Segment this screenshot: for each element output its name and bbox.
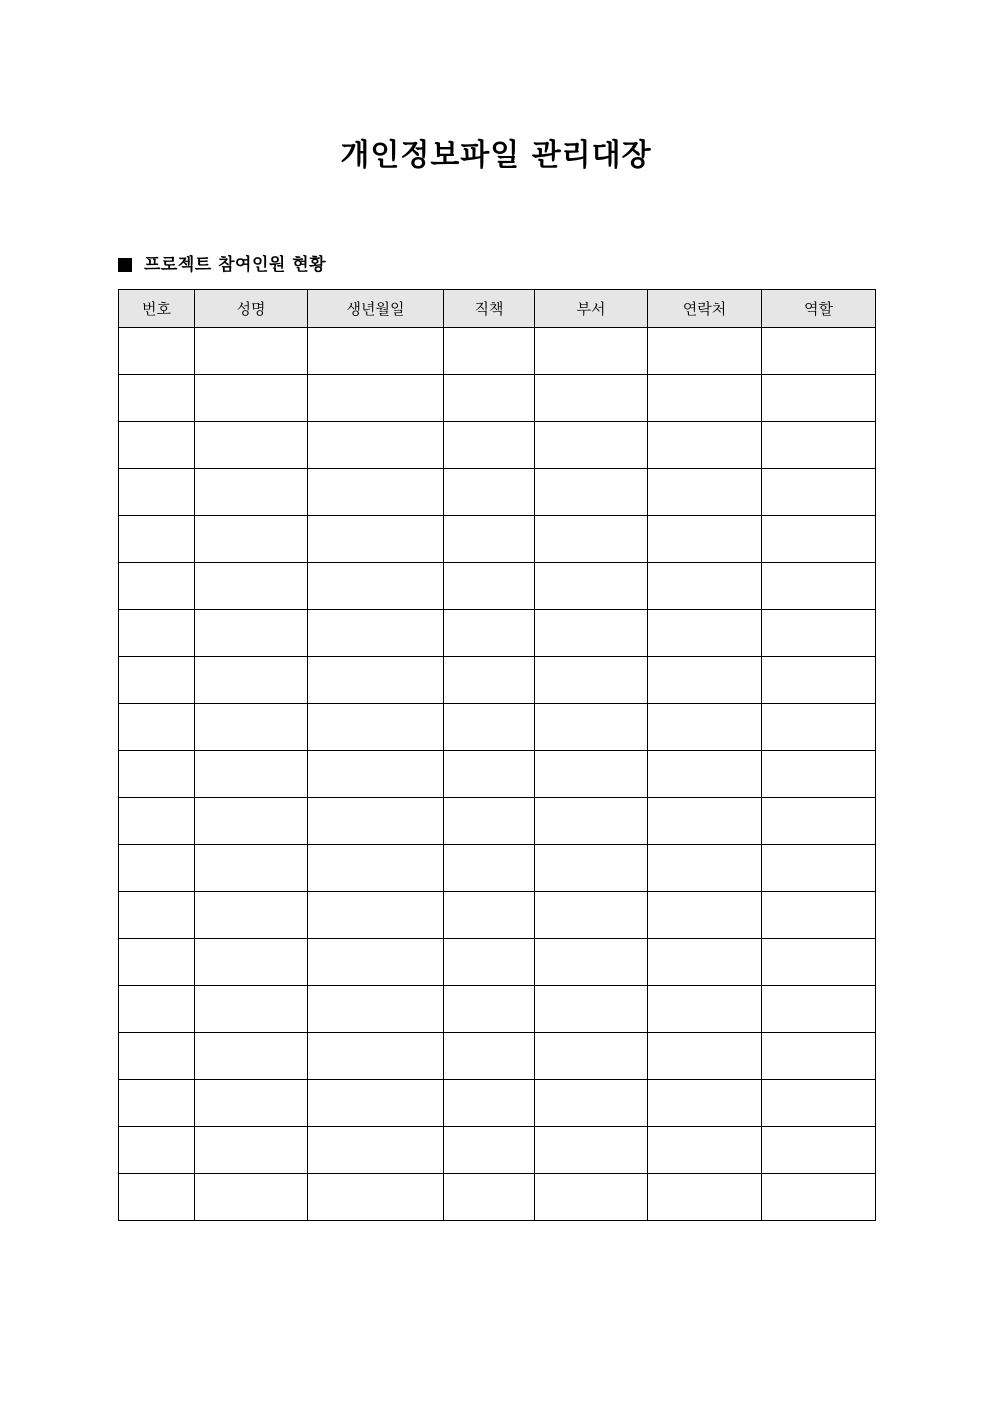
cell-birthdate[interactable] [308, 516, 444, 563]
cell-department[interactable] [535, 939, 648, 986]
cell-position[interactable] [444, 939, 535, 986]
cell-name[interactable] [195, 751, 308, 798]
cell-role[interactable] [762, 516, 876, 563]
cell-birthdate[interactable] [308, 704, 444, 751]
cell-number[interactable] [119, 845, 195, 892]
cell-role[interactable] [762, 798, 876, 845]
section-heading-label: 프로젝트 참여인원 현황 [144, 255, 327, 275]
cell-role[interactable] [762, 751, 876, 798]
cell-number[interactable] [119, 939, 195, 986]
cell-number[interactable] [119, 610, 195, 657]
cell-number[interactable] [119, 704, 195, 751]
cell-number[interactable] [119, 751, 195, 798]
cell-birthdate[interactable] [308, 657, 444, 704]
cell-department[interactable] [535, 1174, 648, 1221]
cell-name[interactable] [195, 563, 308, 610]
cell-role[interactable] [762, 939, 876, 986]
cell-birthdate[interactable] [308, 986, 444, 1033]
table-row [119, 704, 876, 751]
table-row [119, 422, 876, 469]
cell-birthdate[interactable] [308, 1127, 444, 1174]
cell-position[interactable] [444, 704, 535, 751]
cell-role[interactable] [762, 1174, 876, 1221]
cell-name[interactable] [195, 939, 308, 986]
cell-number[interactable] [119, 328, 195, 375]
cell-name[interactable] [195, 1033, 308, 1080]
cell-birthdate[interactable] [308, 892, 444, 939]
cell-contact[interactable] [648, 1080, 762, 1127]
cell-department[interactable] [535, 516, 648, 563]
table-row [119, 939, 876, 986]
cell-contact[interactable] [648, 375, 762, 422]
table-row [119, 1033, 876, 1080]
cell-position[interactable] [444, 751, 535, 798]
cell-department[interactable] [535, 751, 648, 798]
cell-contact[interactable] [648, 751, 762, 798]
cell-department[interactable] [535, 469, 648, 516]
cell-position[interactable] [444, 422, 535, 469]
cell-name[interactable] [195, 1080, 308, 1127]
cell-contact[interactable] [648, 1033, 762, 1080]
cell-name[interactable] [195, 422, 308, 469]
cell-birthdate[interactable] [308, 939, 444, 986]
cell-role[interactable] [762, 1033, 876, 1080]
cell-position[interactable] [444, 798, 535, 845]
table-row [119, 516, 876, 563]
cell-name[interactable] [195, 704, 308, 751]
cell-birthdate[interactable] [308, 798, 444, 845]
cell-position[interactable] [444, 1174, 535, 1221]
cell-position[interactable] [444, 469, 535, 516]
participant-table [118, 289, 876, 1221]
cell-birthdate[interactable] [308, 469, 444, 516]
cell-role[interactable] [762, 845, 876, 892]
cell-birthdate[interactable] [308, 610, 444, 657]
cell-position[interactable] [444, 328, 535, 375]
cell-position[interactable] [444, 1033, 535, 1080]
cell-number[interactable] [119, 516, 195, 563]
cell-contact[interactable] [648, 892, 762, 939]
cell-department[interactable] [535, 986, 648, 1033]
column-header-contact: 연락처 [648, 290, 762, 328]
cell-role[interactable] [762, 375, 876, 422]
cell-position[interactable] [444, 516, 535, 563]
table-row [119, 375, 876, 422]
cell-contact[interactable] [648, 563, 762, 610]
cell-role[interactable] [762, 1127, 876, 1174]
cell-role[interactable] [762, 657, 876, 704]
cell-contact[interactable] [648, 516, 762, 563]
cell-position[interactable] [444, 1080, 535, 1127]
cell-role[interactable] [762, 1080, 876, 1127]
cell-contact[interactable] [648, 939, 762, 986]
cell-position[interactable] [444, 375, 535, 422]
cell-department[interactable] [535, 610, 648, 657]
cell-contact[interactable] [648, 986, 762, 1033]
cell-position[interactable] [444, 892, 535, 939]
cell-name[interactable] [195, 845, 308, 892]
cell-position[interactable] [444, 563, 535, 610]
table-header-row [119, 290, 876, 328]
table-body [119, 328, 876, 1221]
cell-role[interactable] [762, 328, 876, 375]
cell-number[interactable] [119, 798, 195, 845]
cell-number[interactable] [119, 657, 195, 704]
square-bullet-icon [118, 258, 132, 272]
table-row [119, 986, 876, 1033]
cell-contact[interactable] [648, 1174, 762, 1221]
cell-department[interactable] [535, 1033, 648, 1080]
table-row [119, 657, 876, 704]
cell-birthdate[interactable] [308, 1033, 444, 1080]
cell-name[interactable] [195, 469, 308, 516]
cell-number[interactable] [119, 469, 195, 516]
table-row [119, 892, 876, 939]
table-row [119, 1080, 876, 1127]
cell-name[interactable] [195, 610, 308, 657]
cell-role[interactable] [762, 704, 876, 751]
document-title: 개인정보파일 관리대장 [340, 138, 652, 173]
cell-department[interactable] [535, 1127, 648, 1174]
cell-number[interactable] [119, 1174, 195, 1221]
cell-role[interactable] [762, 422, 876, 469]
cell-contact[interactable] [648, 798, 762, 845]
column-header-number: 번호 [119, 290, 195, 328]
cell-birthdate[interactable] [308, 328, 444, 375]
cell-department[interactable] [535, 798, 648, 845]
column-header-position: 직책 [444, 290, 535, 328]
cell-name[interactable] [195, 986, 308, 1033]
table-row [119, 798, 876, 845]
cell-number[interactable] [119, 375, 195, 422]
cell-number[interactable] [119, 563, 195, 610]
cell-role[interactable] [762, 563, 876, 610]
cell-contact[interactable] [648, 845, 762, 892]
column-header-name: 성명 [195, 290, 308, 328]
cell-birthdate[interactable] [308, 375, 444, 422]
cell-contact[interactable] [648, 469, 762, 516]
table-row [119, 328, 876, 375]
cell-number[interactable] [119, 1127, 195, 1174]
cell-contact[interactable] [648, 328, 762, 375]
cell-contact[interactable] [648, 704, 762, 751]
cell-department[interactable] [535, 845, 648, 892]
cell-birthdate[interactable] [308, 1174, 444, 1221]
cell-name[interactable] [195, 657, 308, 704]
table-row [119, 1174, 876, 1221]
cell-position[interactable] [444, 657, 535, 704]
cell-department[interactable] [535, 657, 648, 704]
column-header-department: 부서 [535, 290, 648, 328]
cell-name[interactable] [195, 328, 308, 375]
cell-department[interactable] [535, 563, 648, 610]
cell-position[interactable] [444, 845, 535, 892]
cell-birthdate[interactable] [308, 751, 444, 798]
cell-number[interactable] [119, 1033, 195, 1080]
table-row [119, 1127, 876, 1174]
cell-birthdate[interactable] [308, 422, 444, 469]
cell-position[interactable] [444, 1127, 535, 1174]
table-row [119, 751, 876, 798]
cell-role[interactable] [762, 892, 876, 939]
cell-birthdate[interactable] [308, 845, 444, 892]
cell-contact[interactable] [648, 610, 762, 657]
cell-name[interactable] [195, 1127, 308, 1174]
cell-department[interactable] [535, 328, 648, 375]
column-header-role: 역할 [762, 290, 876, 328]
cell-contact[interactable] [648, 657, 762, 704]
cell-number[interactable] [119, 422, 195, 469]
cell-role[interactable] [762, 610, 876, 657]
cell-birthdate[interactable] [308, 1080, 444, 1127]
table-row [119, 563, 876, 610]
cell-name[interactable] [195, 375, 308, 422]
cell-name[interactable] [195, 1174, 308, 1221]
cell-name[interactable] [195, 516, 308, 563]
cell-name[interactable] [195, 892, 308, 939]
cell-role[interactable] [762, 986, 876, 1033]
cell-department[interactable] [535, 375, 648, 422]
column-header-birthdate: 생년월일 [308, 290, 444, 328]
cell-department[interactable] [535, 704, 648, 751]
cell-position[interactable] [444, 610, 535, 657]
cell-contact[interactable] [648, 1127, 762, 1174]
table-row [119, 845, 876, 892]
cell-contact[interactable] [648, 422, 762, 469]
section-heading [118, 252, 326, 278]
table-row [119, 469, 876, 516]
cell-number[interactable] [119, 986, 195, 1033]
cell-department[interactable] [535, 892, 648, 939]
cell-number[interactable] [119, 892, 195, 939]
table-row [119, 610, 876, 657]
cell-department[interactable] [535, 422, 648, 469]
cell-department[interactable] [535, 1080, 648, 1127]
cell-number[interactable] [119, 1080, 195, 1127]
cell-birthdate[interactable] [308, 563, 444, 610]
cell-position[interactable] [444, 986, 535, 1033]
cell-name[interactable] [195, 798, 308, 845]
cell-role[interactable] [762, 469, 876, 516]
